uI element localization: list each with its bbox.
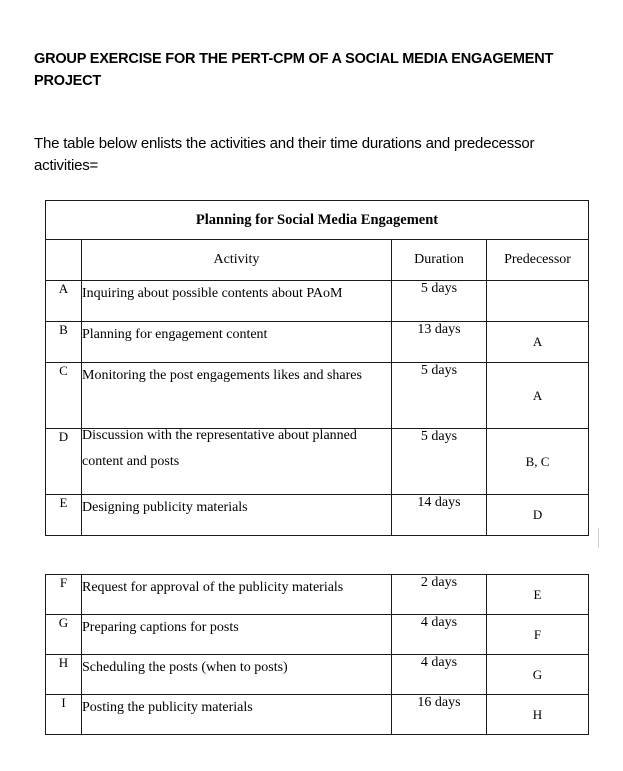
activity-duration: 4 days <box>392 655 487 695</box>
activity-predecessor: H <box>487 695 589 735</box>
table-row <box>46 575 589 615</box>
activity-id: F <box>46 575 82 615</box>
activity-predecessor: E <box>487 575 589 615</box>
activity-description <box>82 495 392 536</box>
activity-id: D <box>46 429 82 495</box>
activity-predecessor: A <box>487 363 589 429</box>
activity-duration: 13 days <box>392 322 487 363</box>
activity-text: Preparing captions for posts <box>82 620 239 635</box>
activity-id: I <box>46 695 82 735</box>
activity-description <box>82 281 392 322</box>
activity-text: Posting the publicity materials <box>82 700 253 715</box>
activity-duration: 16 days <box>392 695 487 735</box>
header-predecessor: Predecessor <box>487 240 589 281</box>
header-id-cell <box>46 240 82 281</box>
activity-description <box>82 322 392 363</box>
table-row <box>46 322 589 363</box>
activity-text: Monitoring the post engagements likes and shares <box>82 368 362 383</box>
table-row <box>46 495 589 536</box>
activity-duration: 4 days <box>392 615 487 655</box>
activity-predecessor: A <box>487 322 589 363</box>
activity-text: Planning for engagement content <box>82 327 268 342</box>
activity-id: C <box>46 363 82 429</box>
activity-duration: 5 days <box>392 429 487 495</box>
activity-text: Request for approval of the publicity materials <box>82 580 344 595</box>
activity-description <box>82 655 392 695</box>
header-duration: Duration <box>392 240 487 281</box>
activity-duration: 2 days <box>392 575 487 615</box>
activity-id: E <box>46 495 82 536</box>
activity-description <box>82 695 392 735</box>
activity-duration: 14 days <box>392 495 487 536</box>
activity-text: Discussion with the representative about planned content and posts <box>82 428 357 469</box>
header-activity: Activity <box>82 240 392 281</box>
activity-text: Inquiring about possible contents about PAoM <box>82 286 343 301</box>
table-row <box>46 615 589 655</box>
table-caption: Planning for Social Media Engagement <box>46 201 589 240</box>
activity-description <box>82 615 392 655</box>
table-row <box>46 281 589 322</box>
activity-id: G <box>46 615 82 655</box>
table-row <box>46 363 589 429</box>
activity-text: Scheduling the posts (when to posts) <box>82 660 288 675</box>
document-title: GROUP EXERCISE FOR THE PERT-CPM OF A SOCIAL MEDIA ENGAGEMENT PROJECT <box>34 51 554 89</box>
activity-table-bottom <box>45 574 589 735</box>
activity-predecessor: D <box>487 495 589 536</box>
activity-id: H <box>46 655 82 695</box>
activity-description <box>82 429 392 495</box>
intro-paragraph: The table below enlists the activities and their time durations and predecessor activities= <box>34 135 535 174</box>
activity-table-top <box>45 200 589 536</box>
activity-description <box>82 363 392 429</box>
activity-description <box>82 575 392 615</box>
activity-duration: 5 days <box>392 363 487 429</box>
table-row <box>46 429 589 495</box>
activity-predecessor <box>487 281 589 322</box>
activity-predecessor: B, C <box>487 429 589 495</box>
activity-text: Designing publicity materials <box>82 500 248 515</box>
page-edge-mark <box>598 528 599 548</box>
activity-predecessor: G <box>487 655 589 695</box>
activity-duration: 5 days <box>392 281 487 322</box>
table-row <box>46 695 589 735</box>
activity-predecessor: F <box>487 615 589 655</box>
table-row <box>46 655 589 695</box>
activity-id: A <box>46 281 82 322</box>
activity-id: B <box>46 322 82 363</box>
